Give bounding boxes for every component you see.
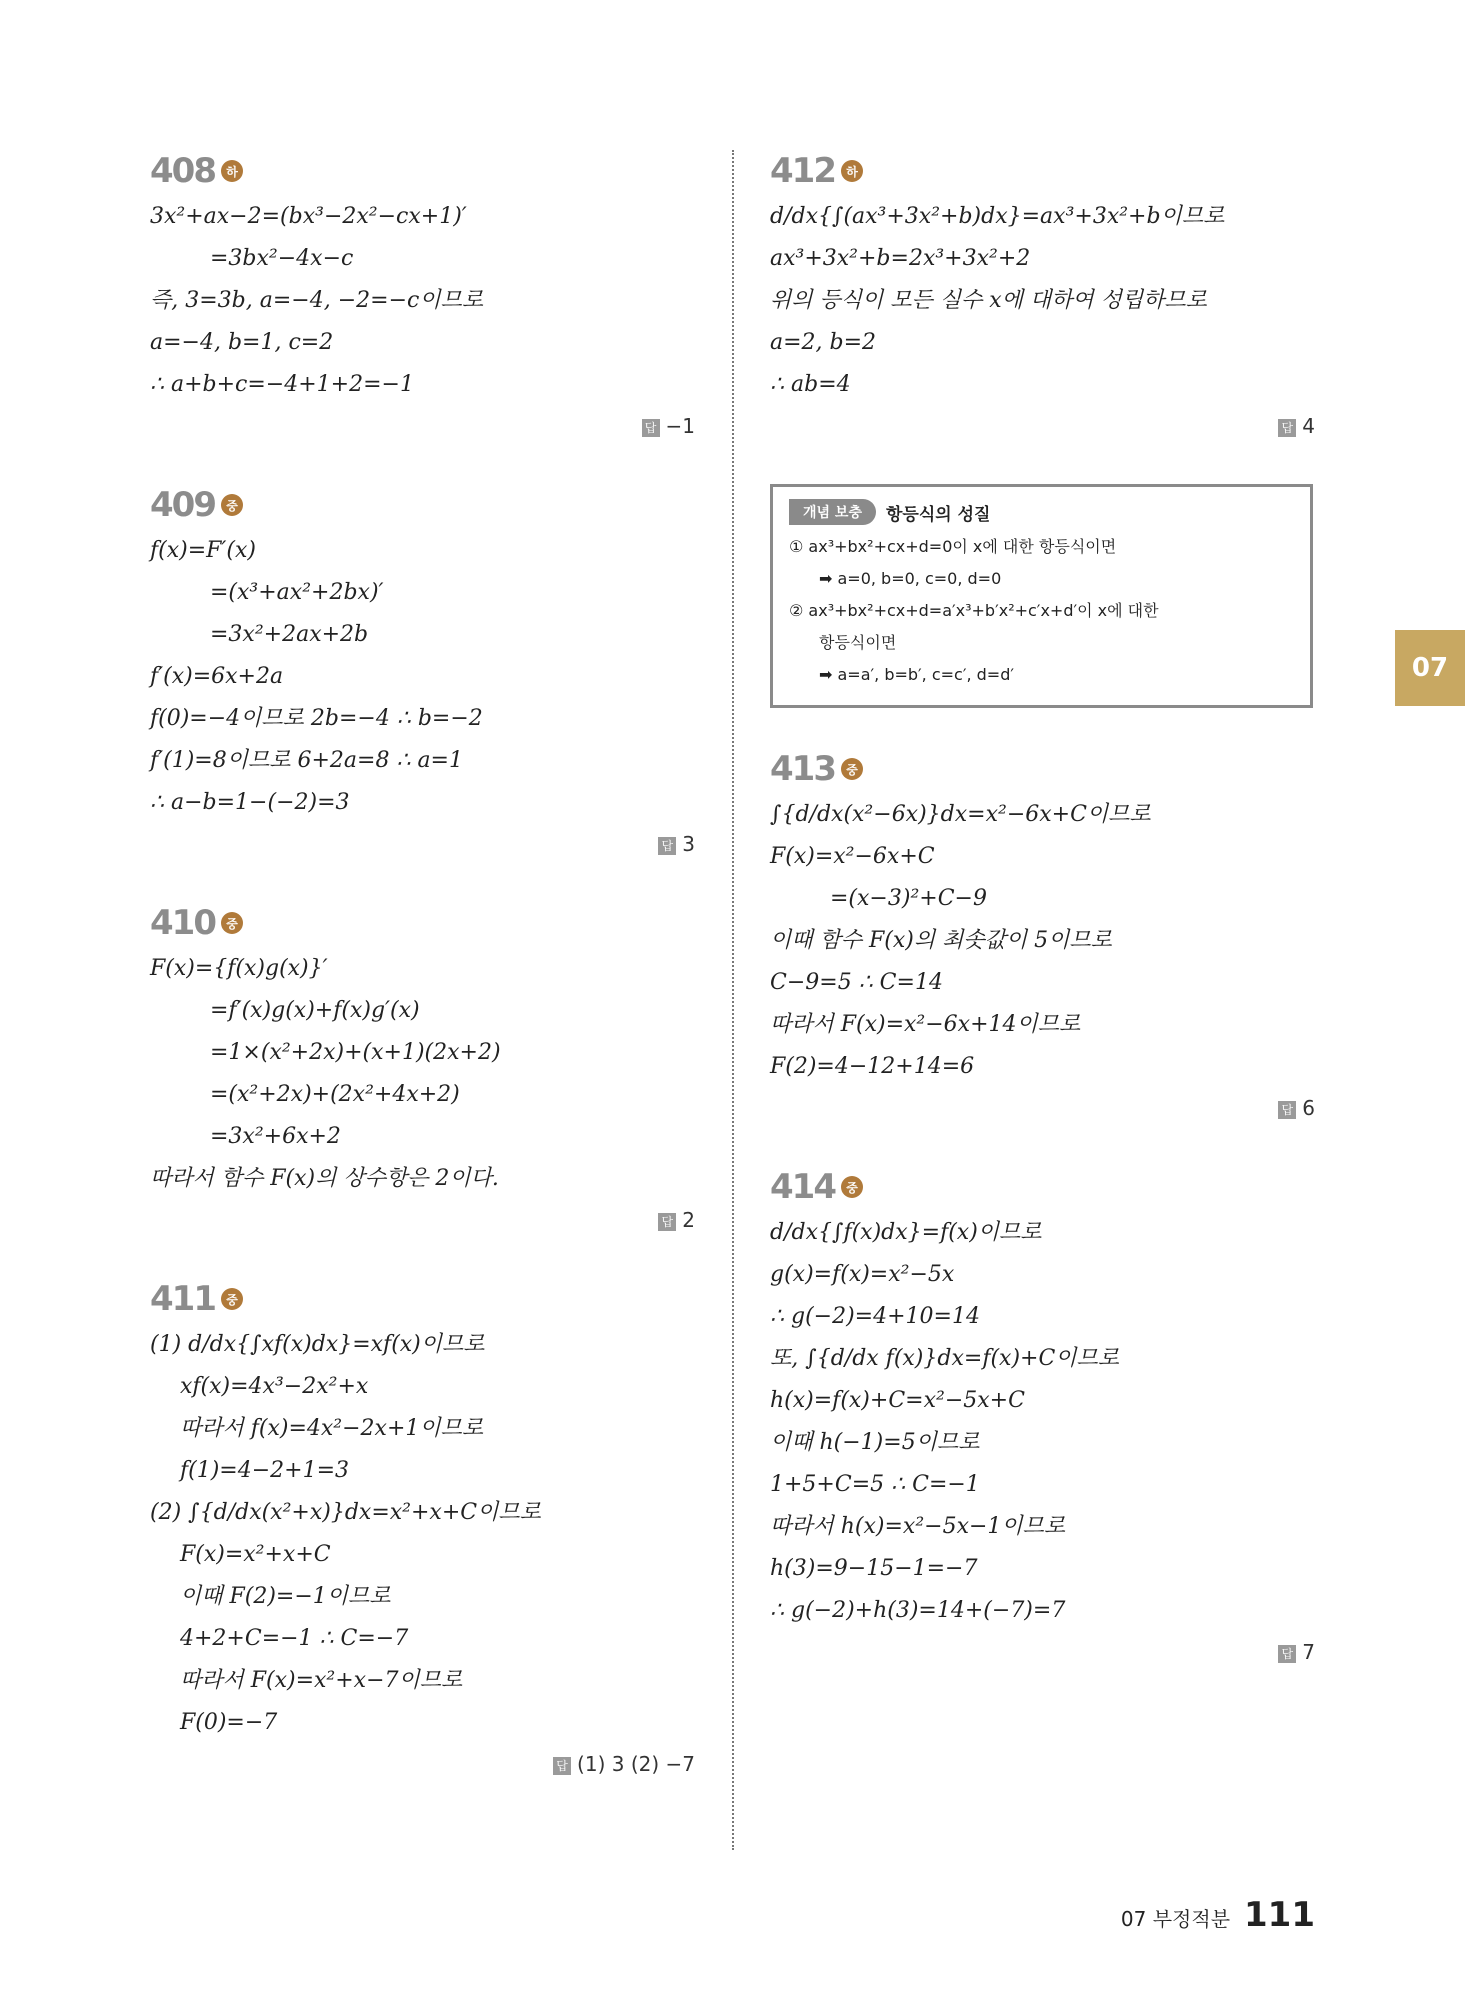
answer-box bbox=[150, 1752, 695, 1782]
solution-line: =3bx²−4x−c bbox=[210, 246, 354, 271]
concept-box bbox=[770, 484, 1313, 708]
solution-line: F(x)=x²+x+C bbox=[180, 1542, 331, 1567]
solution-line: ∴ ab=4 bbox=[770, 372, 851, 397]
problem-header bbox=[150, 902, 695, 944]
solution-line: h(x)=f(x)+C=x²−5x+C bbox=[770, 1388, 1025, 1413]
solution-line: 1+5+C=5 ∴ C=−1 bbox=[770, 1472, 980, 1497]
problem-number: 413 bbox=[770, 749, 835, 789]
problem-number: 409 bbox=[150, 485, 215, 525]
problem-410 bbox=[150, 902, 695, 1238]
concept-line: ① ax³+bx²+cx+d=0이 x에 대한 항등식이면 bbox=[789, 537, 1117, 556]
solution-line: =(x²+2x)+(2x²+4x+2) bbox=[210, 1082, 460, 1107]
solution-line: 이때 함수 F(x)의 최솟값이 5이므로 bbox=[770, 928, 1112, 953]
solution-line: ∫{d/dx(x²−6x)}dx=x²−6x+C이므로 bbox=[770, 802, 1151, 827]
answer-box bbox=[150, 414, 695, 444]
problem-header bbox=[770, 150, 1315, 192]
solution-line: (2) ∫{d/dx(x²+x)}dx=x²+x+C이므로 bbox=[150, 1500, 541, 1525]
solution-line: 즉, 3=3b, a=−4, −2=−c이므로 bbox=[150, 288, 484, 313]
solution-line: =(x³+ax²+2bx)′ bbox=[210, 580, 384, 605]
solution-line: C−9=5 ∴ C=14 bbox=[770, 970, 943, 995]
answer-icon: 답 bbox=[658, 837, 676, 855]
solution-line: 따라서 F(x)=x²+x−7이므로 bbox=[180, 1668, 463, 1693]
solution-line: h(3)=9−15−1=−7 bbox=[770, 1556, 978, 1581]
problem-number: 408 bbox=[150, 151, 215, 191]
solution-line: =3x²+2ax+2b bbox=[210, 622, 369, 647]
solution-line: f(0)=−4이므로 2b=−4 ∴ b=−2 bbox=[150, 706, 483, 731]
solution-line: xf(x)=4x³−2x²+x bbox=[180, 1374, 369, 1399]
solution-line: a=2, b=2 bbox=[770, 330, 877, 355]
answer-value: 2 bbox=[682, 1208, 695, 1232]
solution-line: (1) d/dx{∫xf(x)dx}=xf(x)이므로 bbox=[150, 1332, 485, 1357]
solution-line: d/dx{∫f(x)dx}=f(x)이므로 bbox=[770, 1220, 1042, 1245]
concept-line: 항등식이면 bbox=[819, 633, 897, 652]
solution-line: g(x)=f(x)=x²−5x bbox=[770, 1262, 955, 1287]
difficulty-badge: 하 bbox=[841, 160, 863, 182]
solution-line: ∴ a−b=1−(−2)=3 bbox=[150, 790, 350, 815]
solution-line: 위의 등식이 모든 실수 x에 대하여 성립하므로 bbox=[770, 288, 1207, 313]
problem-409 bbox=[150, 484, 695, 862]
difficulty-badge: 하 bbox=[221, 160, 243, 182]
footer-chapter-title: 07 부정적분 bbox=[1120, 1907, 1231, 1931]
problem-414 bbox=[770, 1166, 1315, 1670]
problem-413 bbox=[770, 748, 1315, 1126]
problem-number: 412 bbox=[770, 151, 835, 191]
solution-line: f′(x)=6x+2a bbox=[150, 664, 284, 689]
solution-line: ∴ a+b+c=−4+1+2=−1 bbox=[150, 372, 414, 397]
solution-line: a=−4, b=1, c=2 bbox=[150, 330, 334, 355]
solution-line: 3x²+ax−2=(bx³−2x²−cx+1)′ bbox=[150, 204, 467, 229]
problem-number: 411 bbox=[150, 1279, 215, 1319]
concept-header bbox=[789, 499, 1294, 525]
right-column bbox=[770, 150, 1315, 1710]
answer-icon: 답 bbox=[1278, 419, 1296, 437]
solution-line: 따라서 f(x)=4x²−2x+1이므로 bbox=[180, 1416, 484, 1441]
solution-line: 따라서 F(x)=x²−6x+14이므로 bbox=[770, 1012, 1081, 1037]
page-number: 111 bbox=[1244, 1895, 1315, 1935]
solution-line: ∴ g(−2)=4+10=14 bbox=[770, 1304, 980, 1329]
problem-header bbox=[150, 1278, 695, 1320]
answer-box bbox=[150, 832, 695, 862]
answer-icon: 답 bbox=[642, 419, 660, 437]
problem-412 bbox=[770, 150, 1315, 444]
solution-line: 따라서 함수 F(x)의 상수항은 2이다. bbox=[150, 1166, 499, 1191]
concept-line: ➡ a=a′, b=b′, c=c′, d=d′ bbox=[819, 665, 1014, 684]
problem-header bbox=[150, 484, 695, 526]
problem-header bbox=[150, 150, 695, 192]
solution-line: ax³+3x²+b=2x³+3x²+2 bbox=[770, 246, 1031, 271]
answer-value: 4 bbox=[1302, 414, 1315, 438]
concept-tag: 개념 보충 bbox=[789, 499, 876, 525]
solution-line: 이때 F(2)=−1이므로 bbox=[180, 1584, 391, 1609]
solution-line: F(x)=x²−6x+C bbox=[770, 844, 935, 869]
difficulty-badge: 중 bbox=[221, 1288, 243, 1310]
solution-line: f(x)=F′(x) bbox=[150, 538, 256, 563]
solution-line: 이때 h(−1)=5이므로 bbox=[770, 1430, 980, 1455]
answer-box bbox=[770, 414, 1315, 444]
solution-line: F(0)=−7 bbox=[180, 1710, 278, 1735]
concept-title: 항등식의 성질 bbox=[885, 504, 991, 525]
solution-line: f(1)=4−2+1=3 bbox=[180, 1458, 350, 1483]
solution-line: =f′(x)g(x)+f(x)g′(x) bbox=[210, 998, 420, 1023]
solution-line: F(x)={f(x)g(x)}′ bbox=[150, 956, 328, 981]
answer-box bbox=[770, 1096, 1315, 1126]
answer-icon: 답 bbox=[553, 1757, 571, 1775]
answer-value: 3 bbox=[682, 832, 695, 856]
concept-line: ② ax³+bx²+cx+d=a′x³+b′x²+c′x+d′이 x에 대한 bbox=[789, 601, 1159, 620]
problem-header bbox=[770, 748, 1315, 790]
problem-411 bbox=[150, 1278, 695, 1782]
answer-box bbox=[150, 1208, 695, 1238]
solution-line: =1×(x²+2x)+(x+1)(2x+2) bbox=[210, 1040, 501, 1065]
solution-line: =(x−3)²+C−9 bbox=[830, 886, 987, 911]
problem-number: 414 bbox=[770, 1167, 835, 1207]
difficulty-badge: 중 bbox=[221, 494, 243, 516]
concept-line: ➡ a=0, b=0, c=0, d=0 bbox=[819, 569, 1002, 588]
left-column bbox=[150, 150, 695, 1822]
answer-value: (1) 3 (2) −7 bbox=[577, 1752, 695, 1776]
solution-line: d/dx{∫(ax³+3x²+b)dx}=ax³+3x²+b이므로 bbox=[770, 204, 1225, 229]
column-divider bbox=[732, 150, 734, 1850]
solution-line: 또, ∫{d/dx f(x)}dx=f(x)+C이므로 bbox=[770, 1346, 1120, 1371]
solution-line: ∴ g(−2)+h(3)=14+(−7)=7 bbox=[770, 1598, 1066, 1623]
difficulty-badge: 중 bbox=[841, 758, 863, 780]
solution-line: 4+2+C=−1 ∴ C=−7 bbox=[180, 1626, 409, 1651]
difficulty-badge: 중 bbox=[221, 912, 243, 934]
answer-box bbox=[770, 1640, 1315, 1670]
answer-icon: 답 bbox=[1278, 1645, 1296, 1663]
answer-value: 6 bbox=[1302, 1096, 1315, 1120]
answer-icon: 답 bbox=[658, 1213, 676, 1231]
problem-header bbox=[770, 1166, 1315, 1208]
problem-408 bbox=[150, 150, 695, 444]
page-footer bbox=[1121, 1895, 1315, 1935]
solution-line: =3x²+6x+2 bbox=[210, 1124, 341, 1149]
solution-line: f′(1)=8이므로 6+2a=8 ∴ a=1 bbox=[150, 748, 463, 773]
solution-line: 따라서 h(x)=x²−5x−1이므로 bbox=[770, 1514, 1066, 1539]
problem-number: 410 bbox=[150, 903, 215, 943]
answer-value: 7 bbox=[1302, 1640, 1315, 1664]
difficulty-badge: 중 bbox=[841, 1176, 863, 1198]
answer-value: −1 bbox=[665, 414, 695, 438]
answer-icon: 답 bbox=[1278, 1101, 1296, 1119]
solution-line: F(2)=4−12+14=6 bbox=[770, 1054, 975, 1079]
chapter-tab: 07 bbox=[1395, 630, 1465, 706]
